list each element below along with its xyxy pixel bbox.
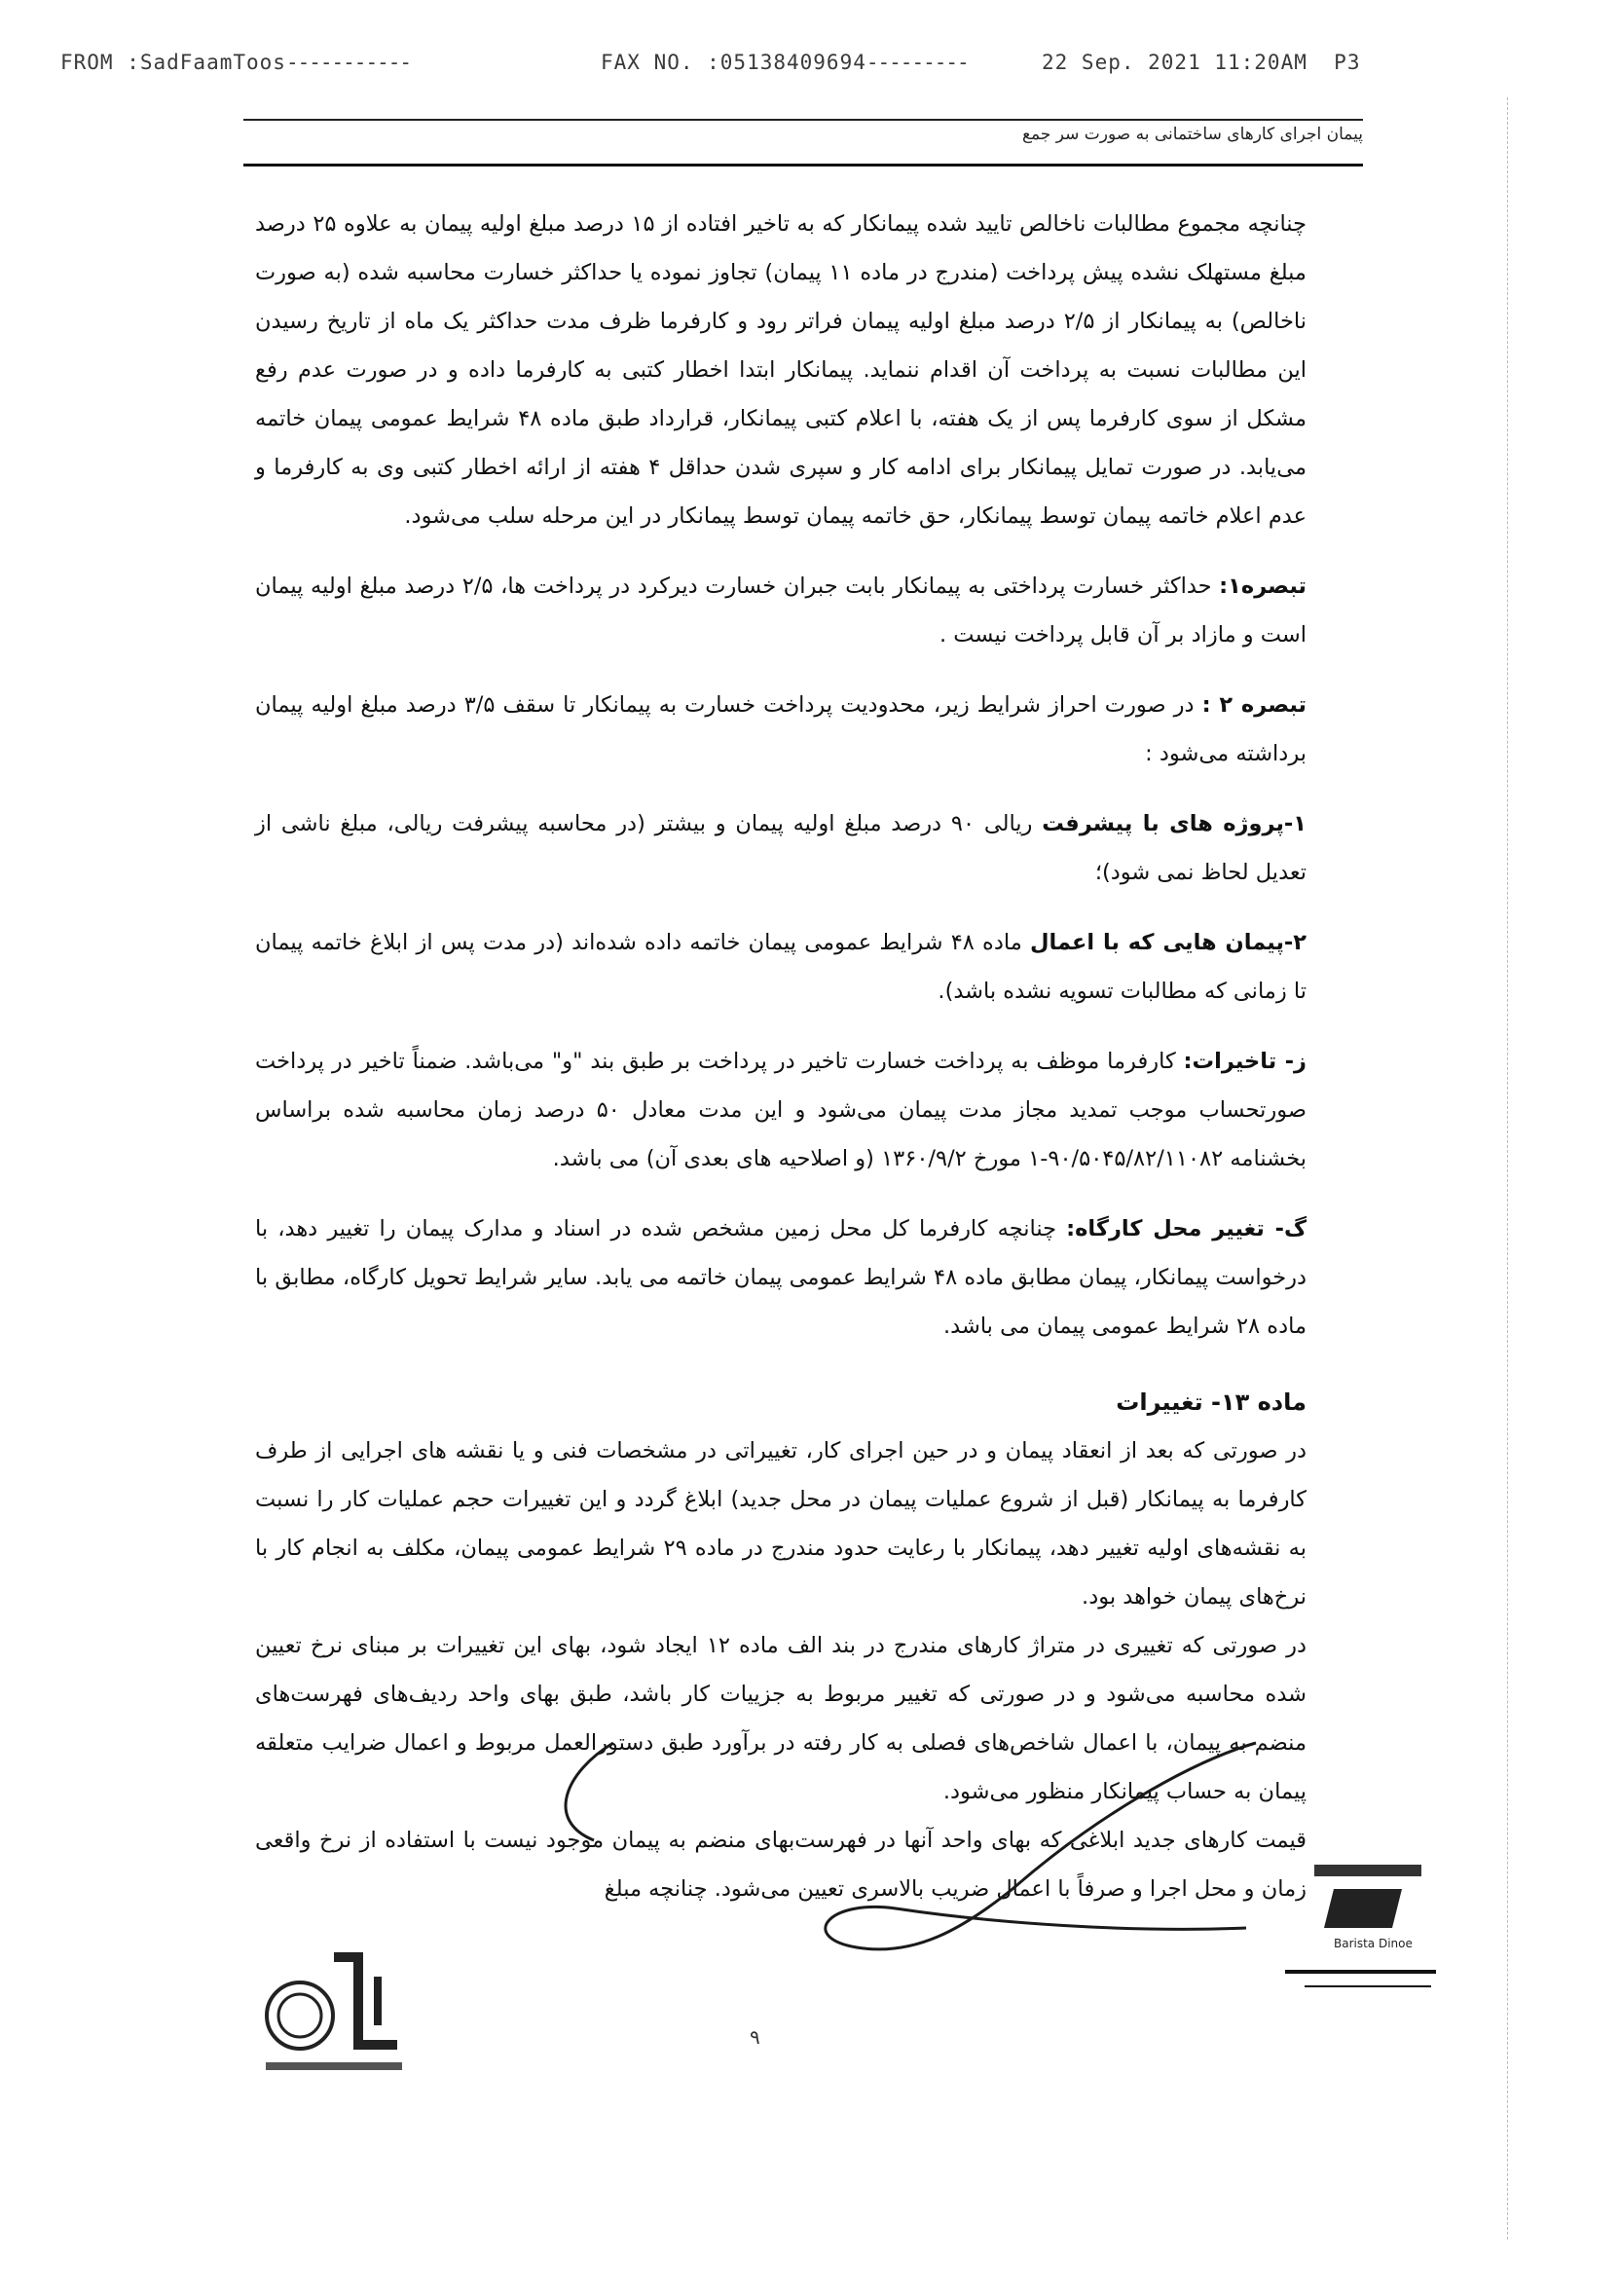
note-2: تبصره ۲ : در صورت احراز شرایط زیر، محدودیت پرداخت خسارت به پیمانکار تا سقف ۳/۵ درصد مبلغ اولیه پیمان برداشته می‌شود : (255, 692, 1307, 766)
header-rule-top (243, 119, 1363, 121)
fax-number: FAX NO. :05138409694--------- (601, 51, 969, 74)
paragraph-changes-3: قیمت کارهای جدید ابلاغی که بهای واحد آنها در فهرست‌بهای منضم به پیمان موجود نیست با استفاده از نرخ واقعی زمان و محل اجرا و صرفاً با اعمال ضریب بالاسری تعیین می‌شود. چنانچه مبلغ (255, 1828, 1307, 1902)
note-1: تبصره۱: حداکثر خسارت پرداختی به پیمانکار بابت جبران خسارت دیرکرد در پرداخت ها، ۲/۵ درصد مبلغ اولیه پیمان است و مازاد بر آن قابل پرداخت نیست . (255, 574, 1307, 648)
paragraph-changes-1: در صورتی که بعد از انعقاد پیمان و در حین اجرای کار، تغییراتی در مشخصات فنی و یا نقشه های اجرایی از طرف کارفرما به پیمانکار (قبل از شروع عملیات پیمان در محل جدید) ابلاغ گردد و این تغییرات حجم عملیات کار را نسبت به نقشه‌های اولیه تغییر دهد، پیمانکار با رعایت حدود مندرج در ماده ۲۹ شرایط عمومی پیمان، مکلف به انجام کار با نرخ‌های پیمان خواهد بود. (255, 1438, 1307, 1610)
list-item-2: ۲-پیمان هایی که با اعمال ماده ۴۸ شرایط عمومی پیمان خاتمه داده شده‌اند (در مدت پس از ابلاغ خاتمه پیمان تا زمانی که مطالبات تسویه نشده باشد). (255, 930, 1307, 1004)
clause-delays: ز- تاخیرات: کارفرما موظف به پرداخت خسارت تاخیر در پرداخت بر طبق بند "و" می‌باشد. ضمناً تاخیر در پرداخت صورتحساب موجب تمدید مجاز مدت پیمان می‌شود و این مدت معادل ۵۰ درصد زمان محاسبه شده براساس بخشنامه ۹۰/۵۰۴۵/۸۲/۱۱۰۸۲-۱ مورخ ۱۳۶۰/۹/۲ (و اصلاحیه های بعدی آن) می باشد. (255, 1049, 1307, 1171)
signature-mark (506, 1704, 1285, 1996)
list-item-1: ۱-پروژه های با پیشرفت ریالی ۹۰ درصد مبلغ اولیه پیمان و بیشتر (در محاسبه پیشرفت ریالی، مبلغ ناشی از تعدیل لحاظ نمی شود)؛ (255, 811, 1307, 885)
fax-page: P3 (1334, 51, 1361, 74)
company-stamp-icon (1275, 1850, 1441, 1996)
fax-date: 22 Sep. 2021 11:20AM P3 (1042, 51, 1361, 74)
paragraph-1: چنانچه مجموع مطالبات ناخالص تایید شده پیمانکار که به تاخیر افتاده از ۱۵ درصد مبلغ اولیه پیمان به علاوه ۲۵ درصد مبلغ مستهلک نشده پیش پرداخت (مندرج در ماده ۱۱ پیمان) تجاوز نموده یا حداکثر خسارت محاسبه شده (به صورت ناخالص) به پیمانکار از ۲/۵ درصد مبلغ اولیه پیمان فراتر رود و کارفرما ظرف مدت حداکثر یک ماه از تاریخ رسیدن این مطالبات نسبت به پرداخت آن اقدام ننماید. پیمانکار ابتدا اخطار کتبی به کارفرما داده و در صورت عدم رفع مشکل از سوی کارفرما پس از یک هفته، با اعلام کتبی پیمانکار، قرارداد طبق ماده ۴۸ شرایط عمومی پیمان خاتمه می‌یابد. در صورت تمایل پیمانکار برای ادامه کار و سپری شدن حداقل ۴ هفته از ارائه اخطار کتبی وی به کارفرما و عدم اعلام خاتمه پیمان توسط پیمانکار، حق خاتمه پیمان توسط پیمانکار در این مرحله سلب می‌شود. (255, 211, 1307, 529)
page-number: ۹ (750, 2025, 760, 2049)
header-rule-bottom (243, 164, 1363, 167)
fax-from: FROM :SadFaamToos----------- (60, 51, 412, 74)
note-1-label: تبصره۱: (1219, 574, 1307, 599)
scan-edge (1507, 97, 1508, 2240)
note-2-label: تبصره ۲ : (1201, 692, 1307, 718)
company-seal-icon (261, 1938, 407, 2084)
paragraph-changes-2: در صورتی که تغییری در متراژ کارهای مندرج در بند الف ماده ۱۲ ایجاد شود، بهای این تغییرات بر مبنای نرخ تعیین شده محاسبه می‌شود و در صورتی که تغییر مربوط به جزییات کار باشد، طبق بهای واحد ردیف‌های فهرست‌های منضم به پیمان، با اعمال شاخص‌های فصلی به کار رفته در برآورد طبق دستورالعمل مربوط و اعمال ضرایب متعلقه پیمان به حساب پیمانکار منظور می‌شود. (255, 1633, 1307, 1804)
stamp-text: Barista Dinoe (1334, 1937, 1413, 1950)
document-body (255, 200, 1307, 1913)
clause-site-change: گ- تغییر محل کارگاه: چنانچه کارفرما کل محل زمین مشخص شده در اسناد و مدارک پیمان را تغییر دهد، با درخواست پیمانکار، پیمان مطابق ماده ۴۸ شرایط عمومی پیمان خاتمه می یابد. سایر شرایط تحویل کارگاه، مطابق با ماده ۲۸ شرایط عمومی پیمان می باشد. (255, 1216, 1307, 1339)
running-head: پیمان اجرای کارهای ساختمانی به صورت سر جمع (1021, 125, 1363, 144)
section-heading: ماده ۱۳- تغییرات (1116, 1389, 1307, 1416)
